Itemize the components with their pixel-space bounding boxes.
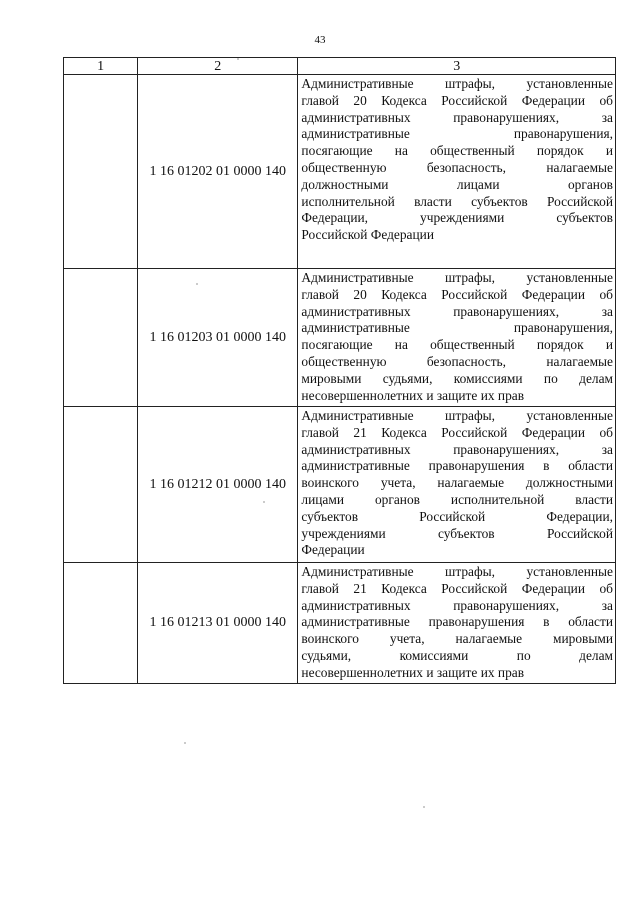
table-row [64, 75, 616, 269]
description-line: Административные штрафы, установленные [301, 76, 613, 91]
description-line: административных правонарушениях, за [301, 441, 613, 457]
description-line: несовершеннолетних и защите их прав [301, 664, 525, 680]
cell-col-1 [64, 75, 138, 269]
scan-speck [196, 283, 198, 285]
description-cell [298, 75, 616, 269]
description-line: административные правонарушения в области [301, 458, 613, 474]
description-line: должностными лицами органов [301, 176, 613, 192]
header-col-2: 2 [138, 58, 298, 75]
description-line: воинского учета, налагаемые мировыми [301, 631, 613, 647]
description-line: Федерации [301, 542, 365, 558]
header-col-1: 1 [64, 58, 138, 75]
description-line: главой 21 Кодекса Российской Федерации об [301, 580, 613, 596]
description-line: посягающие на общественный порядок и [301, 337, 613, 353]
description-line: посягающие на общественный порядок и [301, 143, 613, 159]
description-line: Российской Федерации [301, 227, 434, 243]
description-line: административные правонарушения, [301, 126, 613, 142]
header-col-3: 3 [298, 58, 616, 75]
description-line: административных правонарушениях, за [301, 109, 613, 125]
cell-col-1 [64, 407, 138, 563]
description-line: Административные штрафы, установленные [301, 408, 613, 423]
description-line: мировыми судьями, комиссиями по делам [301, 370, 613, 386]
description-line: административные правонарушения, [301, 320, 613, 336]
description-line: Административные штрафы, установленные [301, 270, 613, 285]
budget-code-cell: 1 16 01213 01 0000 140 [138, 563, 298, 684]
description-line: субъектов Российской Федерации, [301, 508, 613, 524]
budget-code-cell: 1 16 01212 01 0000 140 [138, 407, 298, 563]
scan-speck [237, 58, 239, 60]
description-line: главой 20 Кодекса Российской Федерации об [301, 92, 613, 108]
description-line: общественную безопасность, налагаемые [301, 159, 613, 175]
description-line: главой 20 Кодекса Российской Федерации об [301, 286, 613, 302]
scan-speck [263, 501, 265, 503]
description-line: главой 21 Кодекса Российской Федерации об [301, 424, 613, 440]
scan-speck [184, 742, 186, 744]
description-line: исполнительной власти субъектов Российской [301, 193, 613, 209]
description-line: административных правонарушениях, за [301, 303, 613, 319]
table-row [64, 563, 616, 684]
description-cell [298, 407, 616, 563]
description-line: лицами органов исполнительной власти [301, 491, 613, 507]
budget-code-cell: 1 16 01203 01 0000 140 [138, 269, 298, 407]
description-line: административные правонарушения в области [301, 614, 613, 630]
page-number: 43 [314, 34, 326, 46]
table-header-row [64, 58, 616, 75]
table-row [64, 407, 616, 563]
description-line: судьями, комиссиями по делам [301, 647, 613, 663]
cell-col-1 [64, 563, 138, 684]
description-line: учреждениями субъектов Российской [301, 525, 613, 541]
description-line: несовершеннолетних и защите их прав [301, 387, 525, 403]
table-row [64, 269, 616, 407]
description-cell [298, 269, 616, 407]
scan-speck [423, 806, 425, 808]
codes-table [63, 57, 616, 684]
description-line: административных правонарушениях, за [301, 597, 613, 613]
description-line: воинского учета, налагаемые должностными [301, 475, 613, 491]
description-line: Административные штрафы, установленные [301, 564, 613, 579]
description-cell [298, 563, 616, 684]
description-line: общественную безопасность, налагаемые [301, 353, 613, 369]
description-line: Федерации, учреждениями субъектов [301, 210, 613, 226]
budget-code-cell: 1 16 01202 01 0000 140 [138, 75, 298, 269]
cell-col-1 [64, 269, 138, 407]
